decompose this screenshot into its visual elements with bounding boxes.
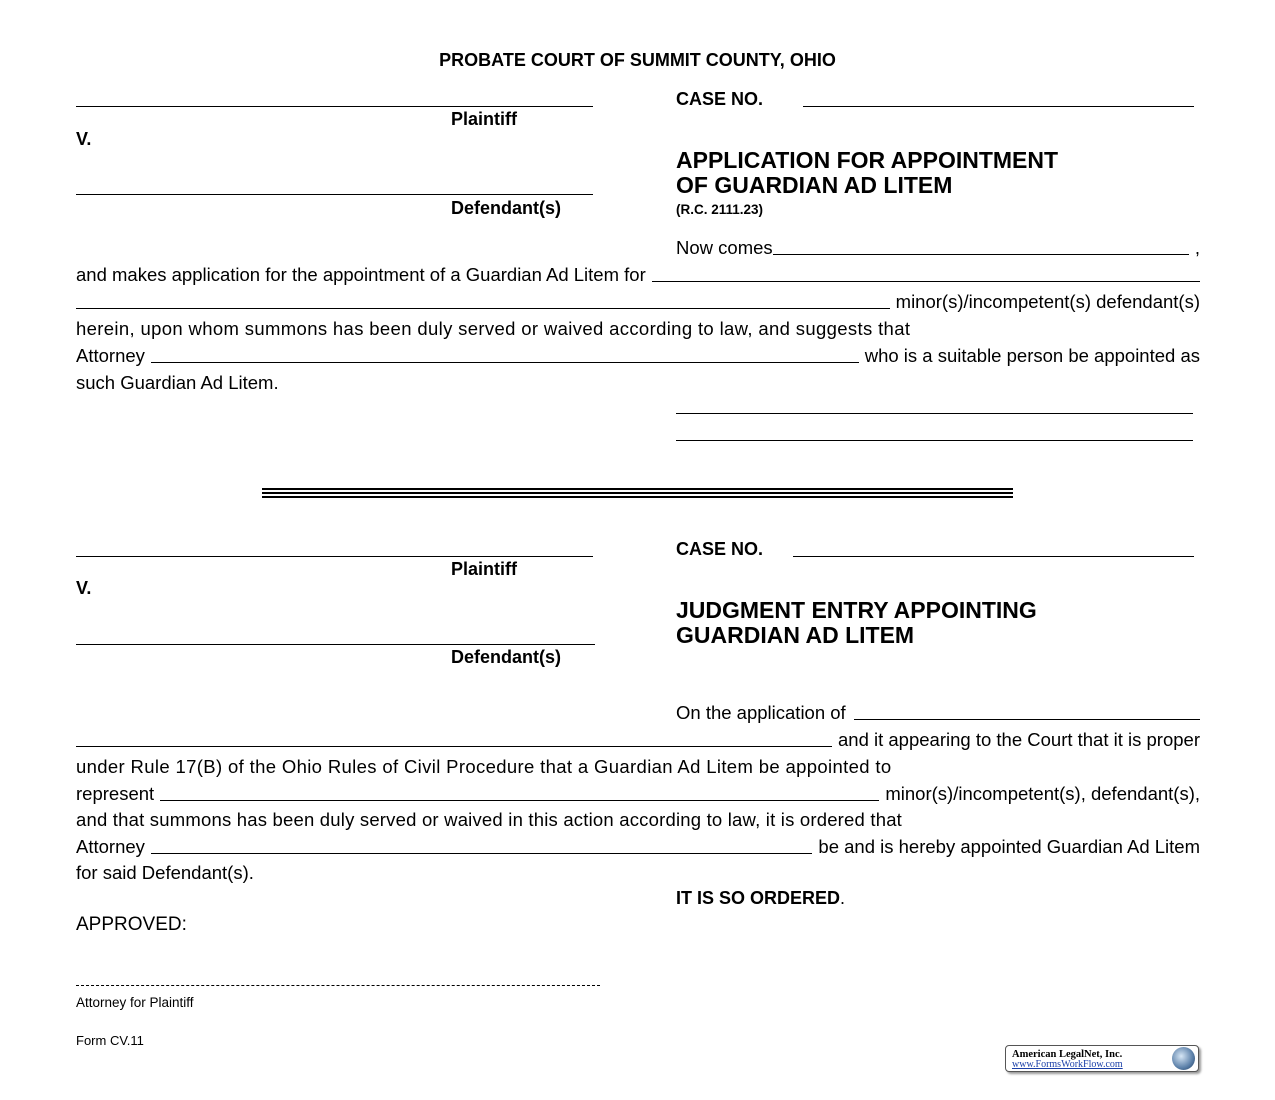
versus-label: V. — [76, 129, 92, 149]
globe-icon — [1172, 1047, 1195, 1070]
appointed-attorney-line[interactable] — [151, 853, 813, 854]
judgment-defendant-label: Defendant(s) — [451, 647, 562, 667]
statute-reference: (R.C. 2111.23) — [676, 202, 764, 217]
now-comes-comma: , — [1194, 237, 1200, 258]
judgment-versus-label: V. — [76, 578, 92, 598]
applicant-signature-line[interactable] — [676, 413, 1193, 414]
judgment-title-line1: JUDGMENT ENTRY APPOINTING — [676, 597, 1037, 623]
court-title: PROBATE COURT OF SUMMIT COUNTY, OHIO — [439, 50, 836, 70]
on-application-row — [676, 700, 1200, 724]
section-divider-middle — [262, 492, 1013, 494]
judgment-title-line2: GUARDIAN AD LITEM — [676, 622, 915, 648]
applicant-address-line[interactable] — [676, 440, 1193, 441]
attorney-signature-line[interactable] — [76, 985, 600, 986]
judgment-line-6-text: be and is hereby appointed Guardian Ad Litem — [818, 836, 1200, 857]
attorney-for-plaintiff-label: Attorney for Plaintiff — [76, 995, 194, 1010]
represent-label: represent — [76, 783, 155, 804]
now-comes-text: Now comes — [676, 237, 773, 258]
judgment-attorney-label: Attorney — [76, 836, 145, 857]
section-divider-top — [262, 488, 1013, 490]
suggested-attorney-line[interactable] — [151, 362, 859, 363]
section-divider-bottom — [262, 496, 1013, 498]
application-line-5-text: such Guardian Ad Litem. — [76, 372, 279, 393]
case-no-line[interactable] — [803, 106, 1194, 107]
applicant-line[interactable] — [854, 719, 1200, 720]
application-line-1 — [76, 262, 1200, 286]
application-title-line1: APPLICATION FOR APPOINTMENT — [676, 147, 1059, 173]
judgment-line-3-text: under Rule 17(B) of the Ohio Rules of Civil Procedure that a Guardian Ad Litem be appointed to — [76, 756, 892, 777]
judgment-defendant-name-line[interactable] — [76, 644, 595, 645]
applicant-line-2[interactable] — [76, 746, 832, 747]
case-no-label: CASE NO. — [676, 89, 764, 109]
application-line-3 — [76, 316, 1200, 340]
attorney-label: Attorney — [76, 345, 145, 366]
now-comes-row — [676, 235, 1200, 259]
application-line-2-text: minor(s)/incompetent(s) defendant(s) — [895, 291, 1200, 312]
application-line-2 — [76, 289, 1200, 313]
judgment-line-5 — [76, 807, 1200, 831]
applicant-name-line[interactable] — [773, 254, 1189, 255]
judgment-line-6 — [76, 834, 1200, 858]
judgment-line-5-text: and that summons has been duly served or waived in this action according to law, it is ordered that — [76, 809, 903, 830]
so-ordered — [676, 888, 845, 909]
defendant-label: Defendant(s) — [451, 198, 562, 218]
application-line-4 — [76, 343, 1200, 367]
application-title-line2: OF GUARDIAN AD LITEM — [676, 172, 953, 198]
so-ordered-text: IT IS SO ORDERED — [676, 888, 841, 908]
plaintiff-label: Plaintiff — [451, 109, 517, 129]
ward-name-line[interactable] — [652, 281, 1200, 282]
judgment-line-7 — [76, 860, 1200, 884]
plaintiff-name-line[interactable] — [76, 106, 593, 107]
application-line-1-text: and makes application for the appointment of a Guardian Ad Litem for — [76, 264, 646, 285]
american-legalnet-logo[interactable] — [1005, 1045, 1199, 1072]
so-ordered-period: . — [840, 888, 846, 908]
judgment-plaintiff-label: Plaintiff — [451, 559, 517, 579]
logo-url-link[interactable]: www.FormsWorkFlow.com — [1012, 1059, 1123, 1070]
approved-label: APPROVED: — [76, 914, 187, 935]
defendant-name-line[interactable] — [76, 194, 593, 195]
judgment-line-7-text: for said Defendant(s). — [76, 862, 254, 883]
judgment-line-4-text: minor(s)/incompetent(s), defendant(s), — [885, 783, 1200, 804]
form-number: Form CV.11 — [76, 1033, 144, 1048]
judgment-plaintiff-name-line[interactable] — [76, 556, 593, 557]
judgment-line-2-text: and it appearing to the Court that it is proper — [838, 729, 1200, 750]
judgment-case-no-label: CASE NO. — [676, 539, 764, 559]
application-line-3-text: herein, upon whom summons has been duly served or waived according to law, and suggests that — [76, 318, 911, 339]
judgment-line-2 — [76, 727, 1200, 751]
logo-company-name: American LegalNet, Inc. — [1012, 1049, 1123, 1060]
judgment-case-no-line[interactable] — [793, 556, 1194, 557]
application-line-4-text: who is a suitable person be appointed as — [864, 345, 1200, 366]
judgment-line-4 — [76, 781, 1200, 805]
represented-ward-line[interactable] — [160, 800, 879, 801]
on-application-text: On the application of — [676, 702, 846, 723]
ward-name-line-2[interactable] — [76, 308, 890, 309]
application-line-5 — [76, 370, 1200, 394]
judgment-line-3 — [76, 754, 1200, 778]
